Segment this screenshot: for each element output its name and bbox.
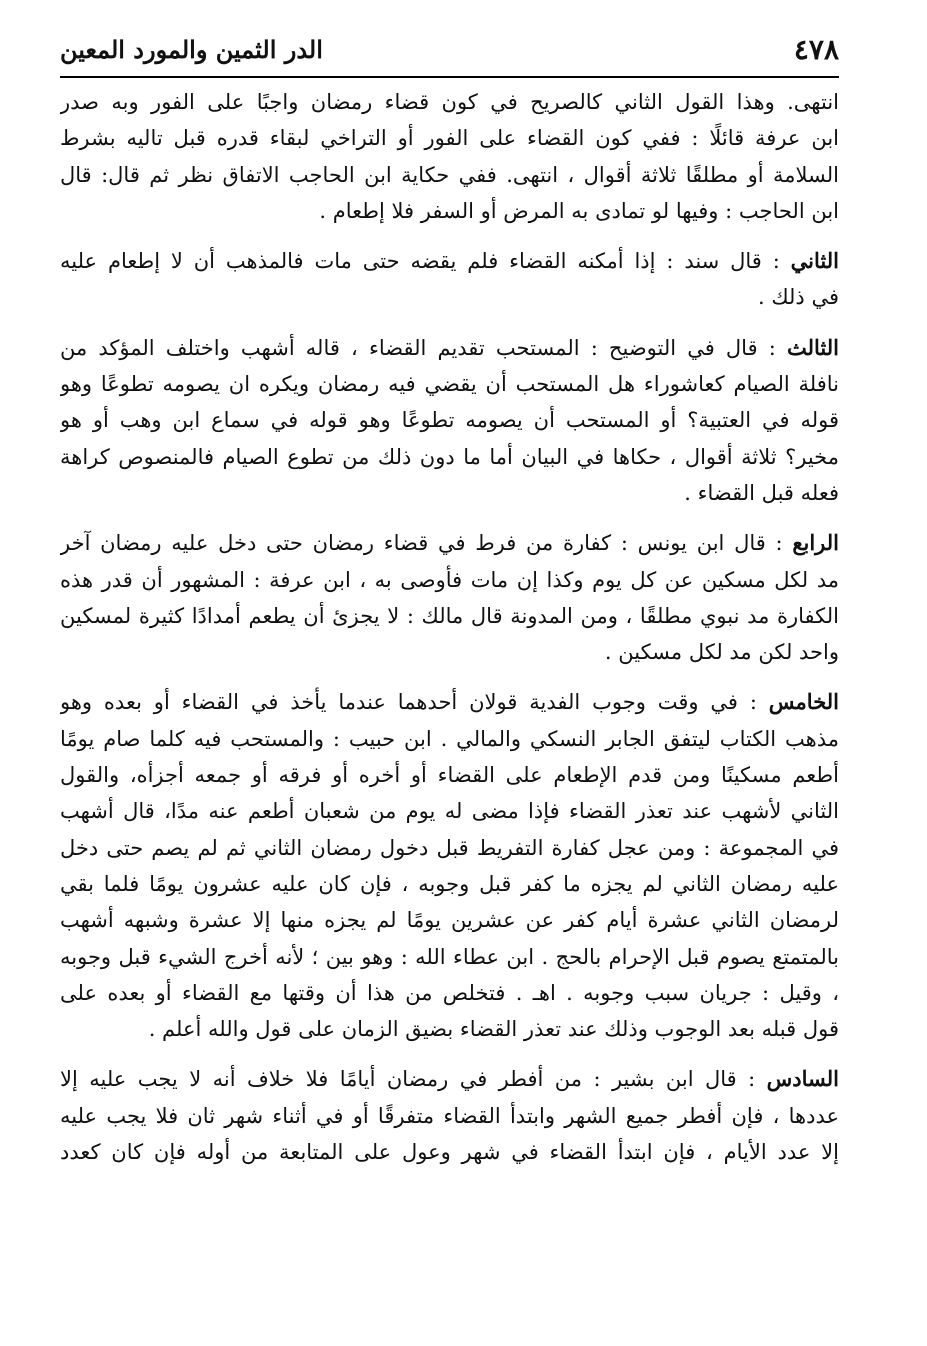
text-run: : في وقت وجوب الفدية قولان أحدهما عندما يأخذ في القضاء أو بعده وهو xyxy=(60,690,769,715)
text-line: في ذلك . xyxy=(757,285,839,310)
text-line: انتهى. وهذا القول الثاني كالصريح في كون قضاء رمضان واجبًا على الفور وبه صدر xyxy=(60,90,839,114)
text-run: : قال ابن بشير : من أفطر في رمضان أيامًا فلا خلاف أنه لا يجب عليه إلا xyxy=(60,1067,767,1092)
text-line: أطعم مسكينًا ومن قدم الإطعام على القضاء أو أخره أو فرقه أو جمعه أجزأه، والقول xyxy=(60,763,839,788)
text-line: الكفارة مد نبوي مطلقًا ، ومن المدونة قال مالك : لا يجزئ أن يطعم أمدادًا كثيرة لمسكين xyxy=(60,603,839,628)
text-line xyxy=(60,525,839,561)
text-run: : قال ابن يونس : كفارة من فرط في قضاء رمضان حتى دخل عليه رمضان آخر xyxy=(60,531,793,556)
text-line: عليه رمضان الثاني لم يجزه ما كفر قبل وجوبه ، فإن كان عليه عشرون يومًا فلما بقي xyxy=(60,871,839,896)
text-line: عددها ، فإن أفطر جميع الشهر وابتدأ القضاء متفرقًا أو في أثناء شهر ثان فلا يجب عليه xyxy=(60,1103,839,1128)
page-number: ٤٧٨ xyxy=(793,33,839,66)
text-line: ، وقيل : جريان سبب وجوبه . اهـ . فتخلص من هذا أن وقتها مع القضاء أو بعده على xyxy=(60,980,839,1005)
body-text xyxy=(60,84,839,1174)
paragraph-third xyxy=(60,330,839,511)
section-lead: السادس xyxy=(766,1066,839,1092)
text-line xyxy=(60,684,839,720)
paragraph-sixth xyxy=(60,1061,839,1170)
text-line xyxy=(60,1061,839,1097)
text-line: فعله قبل القضاء . xyxy=(684,480,839,505)
paragraph-second xyxy=(60,243,839,316)
text-run: : قال في التوضيح : المستحب تقديم القضاء ، قاله أشهب واختلف المؤكد من xyxy=(60,335,787,360)
text-line: إلا عدد الأيام ، فإن ابتدأ القضاء في شهر وعول على المتابعة من أوله فإن كان كعدد xyxy=(60,1140,839,1165)
text-run: : قال سند : إذا أمكنه القضاء فلم يقضه حتى مات فالمذهب أن لا إطعام عليه xyxy=(60,249,791,274)
section-lead: الثالث xyxy=(787,334,839,360)
text-line: ابن الحاجب : وفيها لو تمادى به المرض أو السفر فلا إطعام . xyxy=(319,198,839,223)
text-line: قوله في العتبية؟ أو المستحب أن يصومه تطوعًا وهو قوله في سماع ابن وهب أو هو xyxy=(60,408,839,433)
text-line: الثاني لأشهب عند تعذر القضاء فإذا مضى له يوم من شعبان أطعم عنه مدًا، قال أشهب xyxy=(60,799,839,824)
text-line: مد لكل مسكين عن كل يوم وكذا إن مات فأوصى به ، ابن عرفة : المشهور أن قدر هذه xyxy=(60,567,839,592)
text-line: السلامة أو مطلقًا ثلاثة أقوال ، انتهى. ففي حكاية ابن الحاجب الاتفاق نظر ثم قال: قال xyxy=(60,162,839,187)
paragraph-fourth xyxy=(60,525,839,670)
text-line: واحد لكن مد لكل مسكين . xyxy=(604,640,839,665)
section-lead: الرابع xyxy=(792,530,839,556)
text-line xyxy=(60,330,839,366)
text-line: بالمتمتع يصوم قبل الإحرام بالحج . ابن عطاء الله : وهو بين ؛ لأنه أخرج الشيء قبل وجوبه xyxy=(60,944,839,969)
paragraph-intro xyxy=(60,84,839,229)
text-line: مخير؟ ثلاثة أقوال ، حكاها في البيان أما ما دون ذلك من تطوع الصيام فالمنصوص كراهة xyxy=(60,444,839,469)
page-header xyxy=(60,30,839,78)
section-lead: الثاني xyxy=(790,248,839,274)
text-line: لرمضان الثاني عشرة أيام كفر عن عشرين يومًا لم يجزه منها إلا عشرة وشبهه أشهب xyxy=(60,908,839,933)
text-line: ابن عرفة قائلًا : ففي كون القضاء على الفور أو التراخي لبقاء قدره قبل تاليه بشرط xyxy=(60,126,839,151)
running-title: الدر الثمين والمورد المعين xyxy=(60,35,323,64)
text-line: مذهب الكتاب ليتفق الجابر النسكي والمالي . ابن حبيب : والمستحب فيه كلما صام يومًا xyxy=(60,726,839,751)
text-line: نافلة الصيام كعاشوراء هل المستحب أن يقضي فيه رمضان ويكره ان يصومه تطوعًا وهو xyxy=(60,372,839,397)
text-line: في المجموعة : ومن عجل كفارة التفريط قبل دخول رمضان الثاني ثم لم يصم حتى دخل xyxy=(60,835,839,860)
section-lead: الخامس xyxy=(768,689,839,715)
text-line: قول قبله بعد الوجوب وذلك عند تعذر القضاء بضيق الزمان على قول والله أعلم . xyxy=(148,1017,839,1042)
paragraph-fifth xyxy=(60,684,839,1047)
text-line xyxy=(60,243,839,279)
